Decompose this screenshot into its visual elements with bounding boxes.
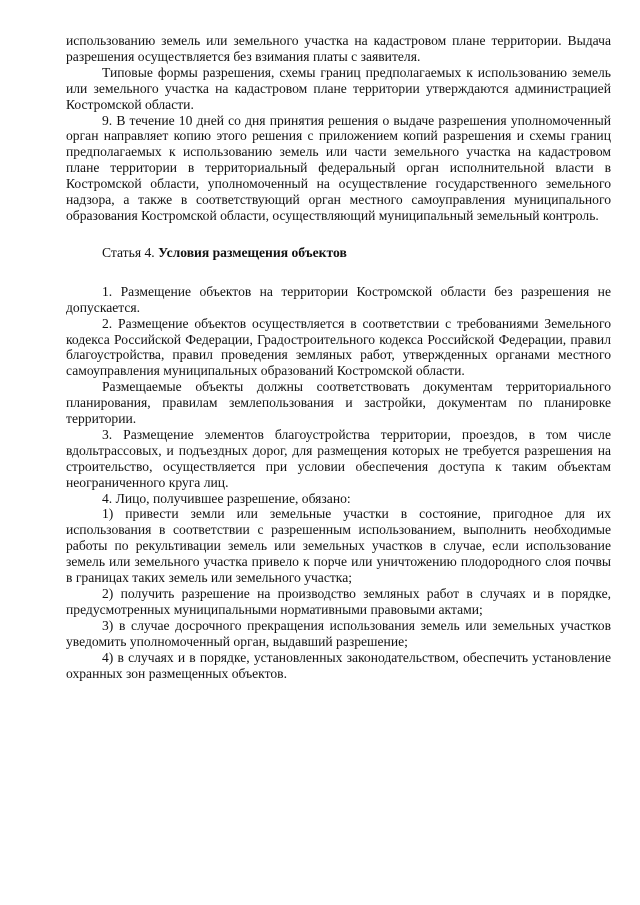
paragraph: 9. В течение 10 дней со дня принятия решения о выдаче разрешения уполномоченный орган направляет копию этого решения с приложением копий разрешения и схемы границ предполагаемых к использованию земель или части земельного участка на кадастровом плане территории в территориальный федеральный орган исполнительной власти в Костромской области, уполномоченный на осуществление государственного земельного надзора, а также в соответствующий орган местного самоуправления муниципального образования Костромской области, осуществляющий муниципальный земельный контроль. xyxy=(66,112,611,223)
paragraphs-bottom xyxy=(66,284,611,682)
paragraph: Размещаемые объекты должны соответствовать документам территориального планирования, правилам землепользования и застройки, документам по планировке территории. xyxy=(66,379,611,427)
paragraph: 1. Размещение объектов на территории Костромской области без разрешения не допускается. xyxy=(66,283,611,315)
list-item: 1) привести земли или земельные участки в состояние, пригодное для их использования в соответствии с разрешенным использованием, выполнить необходимые работы по рекультивации земель или земельных участков в случае, если использование земель или земельного участка привело к порче или уничтожению плодородного слоя почвы в границах таких земель или земельного участка; xyxy=(66,506,611,586)
paragraph: Типовые формы разрешения, схемы границ предполагаемых к использованию земель или земельного участка на кадастровом плане территории утверждаются администрацией Костромской области. xyxy=(66,64,611,112)
paragraph: использованию земель или земельного участка на кадастровом плане территории. Выдача разрешения осуществляется без взимания платы с заявителя. xyxy=(66,33,611,64)
paragraph: 4. Лицо, получившее разрешение, обязано: xyxy=(102,490,351,506)
paragraph: 2. Размещение объектов осуществляется в соответствии с требованиями Земельного кодекса Российской Федерации, Градостроительного кодекса Российской Федерации, правил благоустройства, правил проведения земляных работ, утвержденных органами местного самоуправления муниципальных образований Костромской области. xyxy=(66,315,611,379)
paragraphs-top xyxy=(66,33,611,224)
list-item: 3) в случае досрочного прекращения использования земель или земельных участков уведомить уполномоченный орган, выдавший разрешение; xyxy=(66,617,611,649)
article-number: Статья 4. xyxy=(102,244,159,260)
article-heading xyxy=(66,245,611,261)
list-item: 2) получить разрешение на производство земляных работ в случаях и в порядке, предусмотренных муниципальными нормативными правовыми актами; xyxy=(66,586,611,617)
article-title: Условия размещения объектов xyxy=(158,244,347,260)
list-item: 4) в случаях и в порядке, установленных законодательством, обеспечить установление охранных зон размещенных объектов. xyxy=(66,649,611,681)
paragraph: 3. Размещение элементов благоустройства территории, проездов, в том числе вдольтрассовых, и подъездных дорог, для размещения которых не требуется разрешения на строительство, осуществляется при условии обеспечения доступа к таким объектам неограниченного круга лиц. xyxy=(66,426,611,490)
document-page xyxy=(66,33,611,681)
